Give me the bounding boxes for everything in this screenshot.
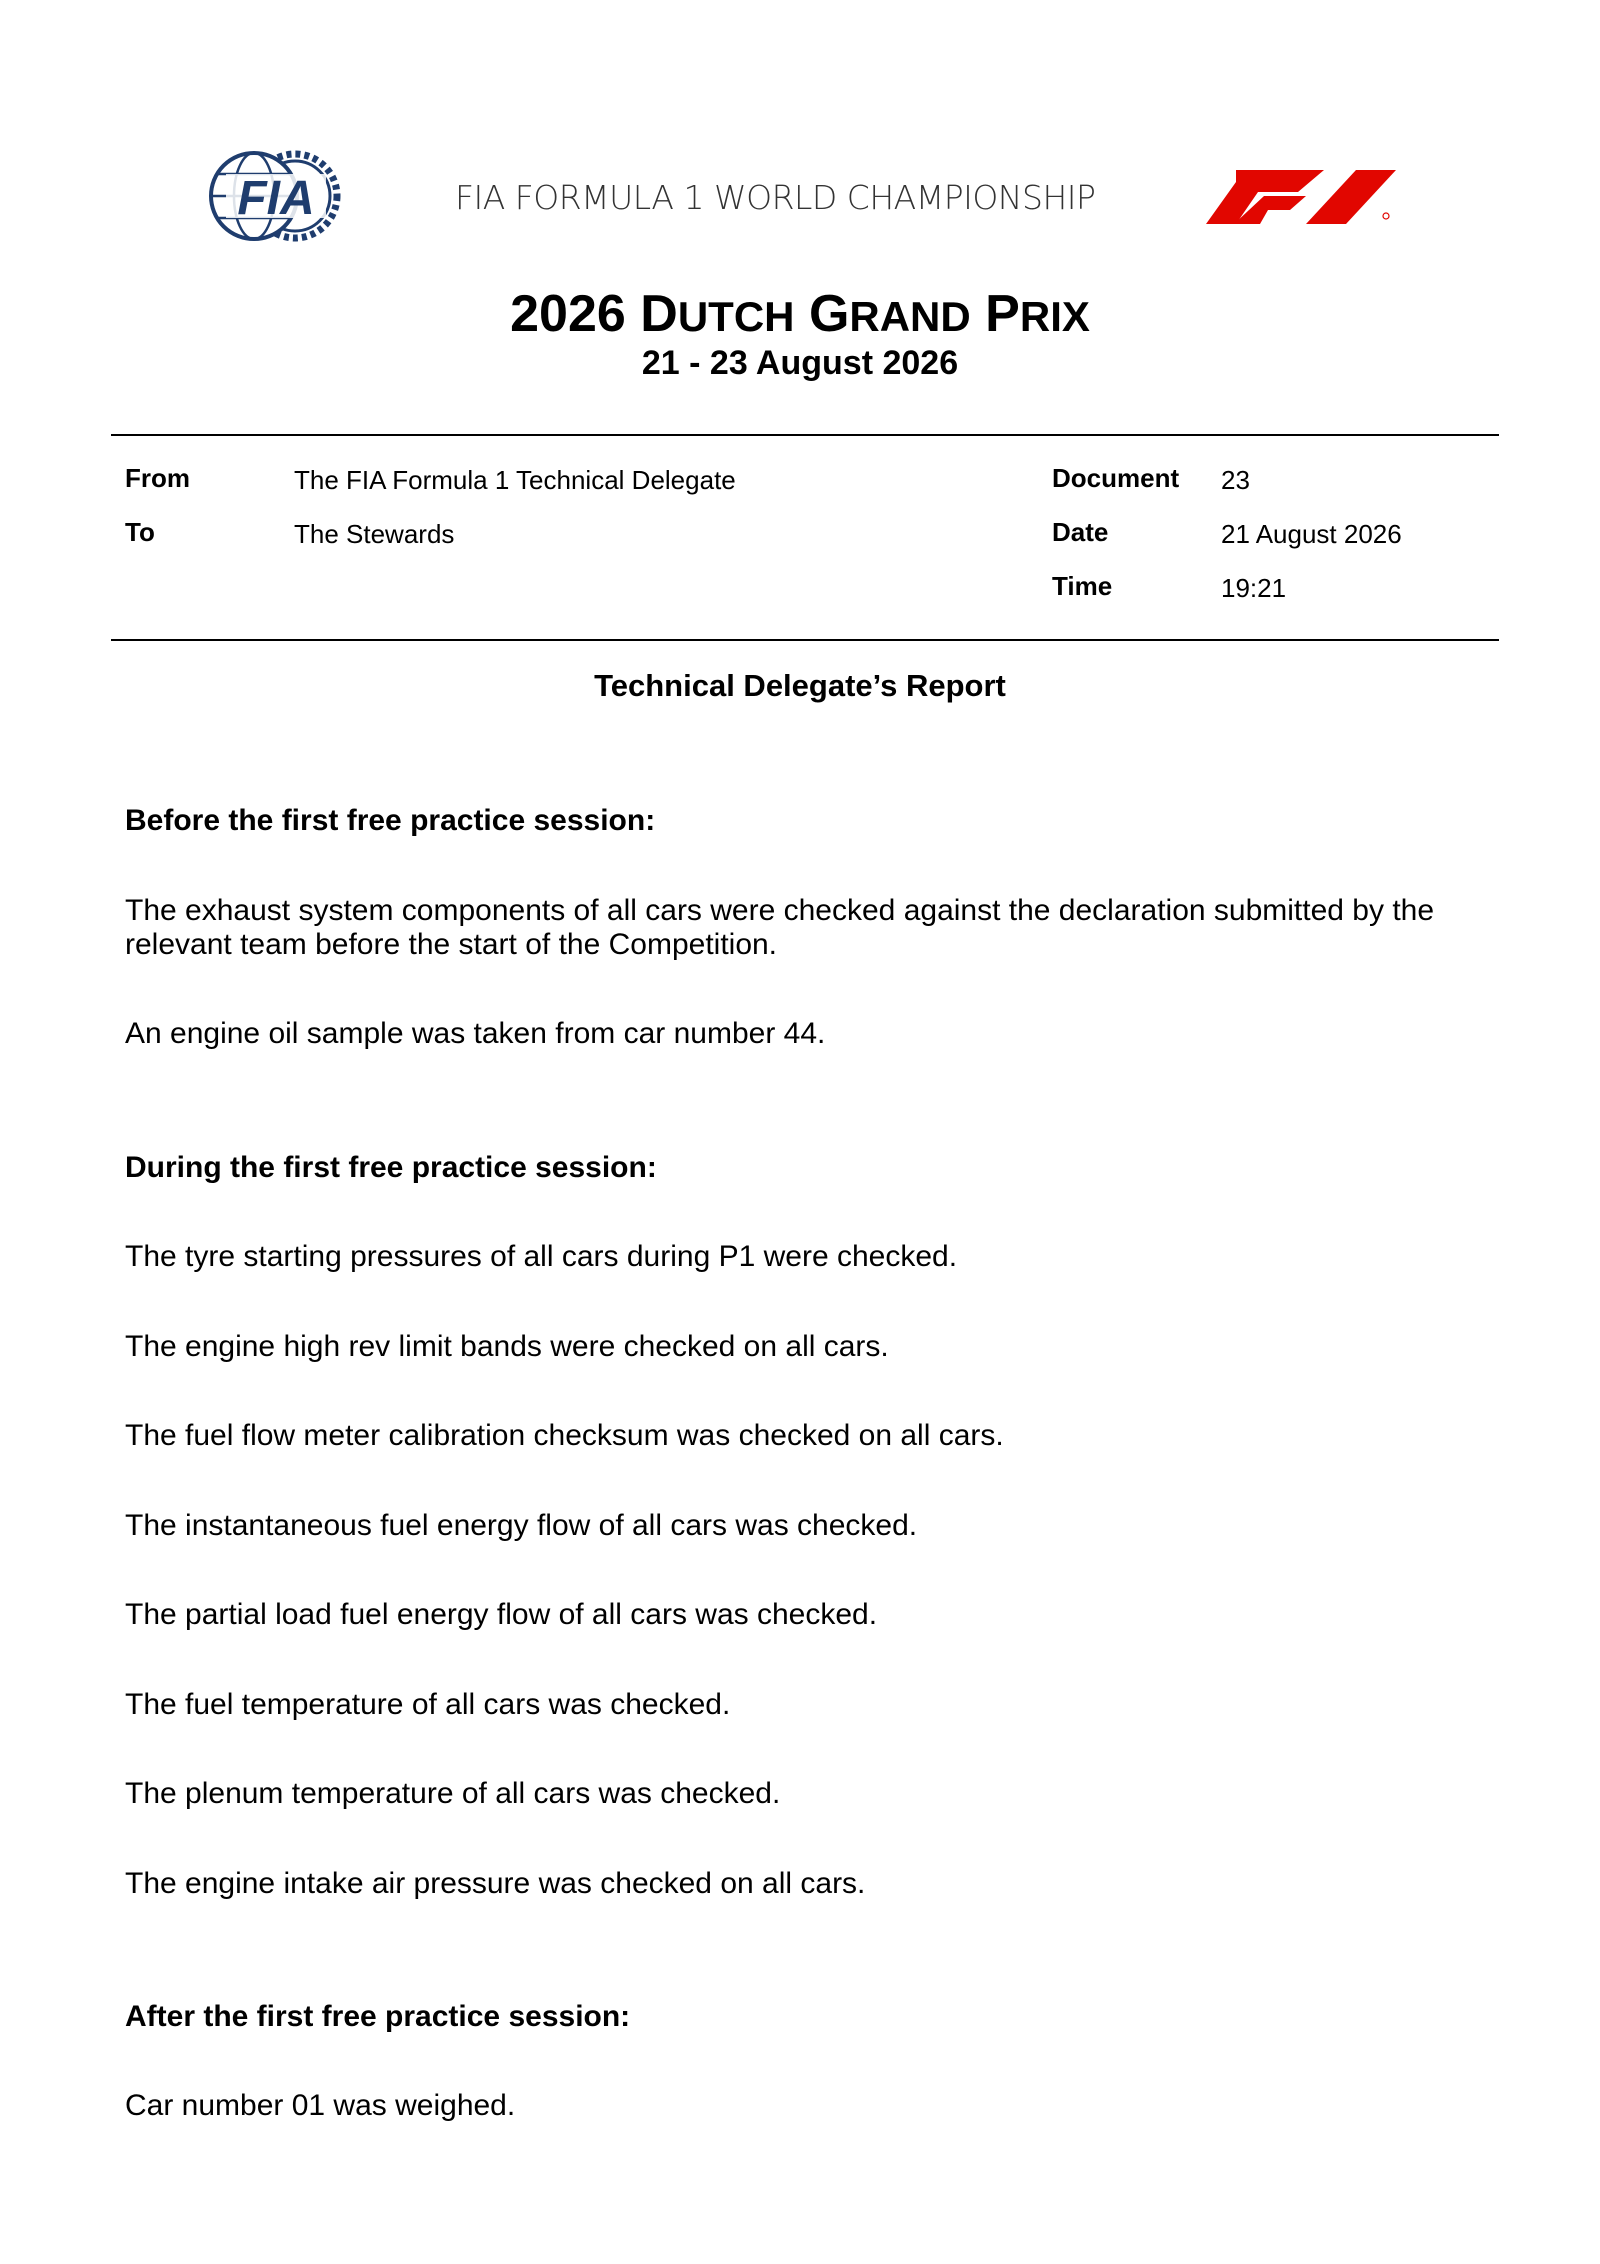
section-heading: During the first free practice session: <box>125 1151 657 1184</box>
report-paragraph: The tyre starting pressures of all cars during P1 were checked. <box>125 1240 958 1273</box>
section-heading: Before the first free practice session: <box>125 804 656 837</box>
event-word-2-initial: G <box>808 285 850 343</box>
section-heading: After the first free practice session: <box>125 2000 631 2033</box>
fia-logo <box>208 150 342 242</box>
report-paragraph: An engine oil sample was taken from car number 44. <box>125 1017 826 1050</box>
report-paragraph: The engine intake air pressure was checked on all cars. <box>125 1867 866 1900</box>
from-label: From <box>125 463 190 493</box>
time-label: Time <box>1052 571 1113 601</box>
date-value: 21 August 2026 <box>1221 519 1402 549</box>
from-value: The FIA Formula 1 Technical Delegate <box>294 465 736 495</box>
report-paragraph: The instantaneous fuel energy flow of all cars was checked. <box>125 1509 918 1542</box>
event-dates: 21 - 23 August 2026 <box>641 344 959 382</box>
report-title: Technical Delegate’s Report <box>594 668 1006 703</box>
event-word-3-rest: RIX <box>1019 293 1090 340</box>
report-paragraph: The engine high rev limit bands were checked on all cars. <box>125 1330 889 1363</box>
event-word-3-initial: P <box>985 285 1020 343</box>
event-word-1-rest: UTCH <box>677 293 795 340</box>
event-title <box>0 284 1600 347</box>
to-label: To <box>125 517 155 547</box>
divider-bottom <box>111 639 1499 641</box>
divider-top <box>111 434 1499 436</box>
report-paragraph: Car number 01 was weighed. <box>125 2089 516 2122</box>
document-value: 23 <box>1221 465 1250 495</box>
report-paragraph: The plenum temperature of all cars was checked. <box>125 1777 781 1810</box>
report-paragraph: The partial load fuel energy flow of all cars was checked. <box>125 1598 878 1631</box>
event-year: 2026 <box>510 285 626 343</box>
report-paragraph: The fuel temperature of all cars was checked. <box>125 1688 731 1721</box>
event-word-2-rest: RAND <box>849 293 971 340</box>
date-label: Date <box>1052 517 1109 547</box>
svg-text:FIA: FIA <box>237 172 315 225</box>
report-paragraph: The fuel flow meter calibration checksum was checked on all cars. <box>125 1419 1004 1452</box>
time-value: 19:21 <box>1221 573 1287 603</box>
event-word-1-initial: D <box>640 285 678 343</box>
report-paragraph: The exhaust system components of all cars were checked against the declaration submitted by the relevant team before the start of the Competition. <box>125 894 1435 961</box>
document-label: Document <box>1052 463 1180 493</box>
championship-title: FIA FORMULA 1 WORLD CHAMPIONSHIP <box>455 178 1096 217</box>
f1-logo <box>1206 170 1402 224</box>
to-value: The Stewards <box>294 519 455 549</box>
